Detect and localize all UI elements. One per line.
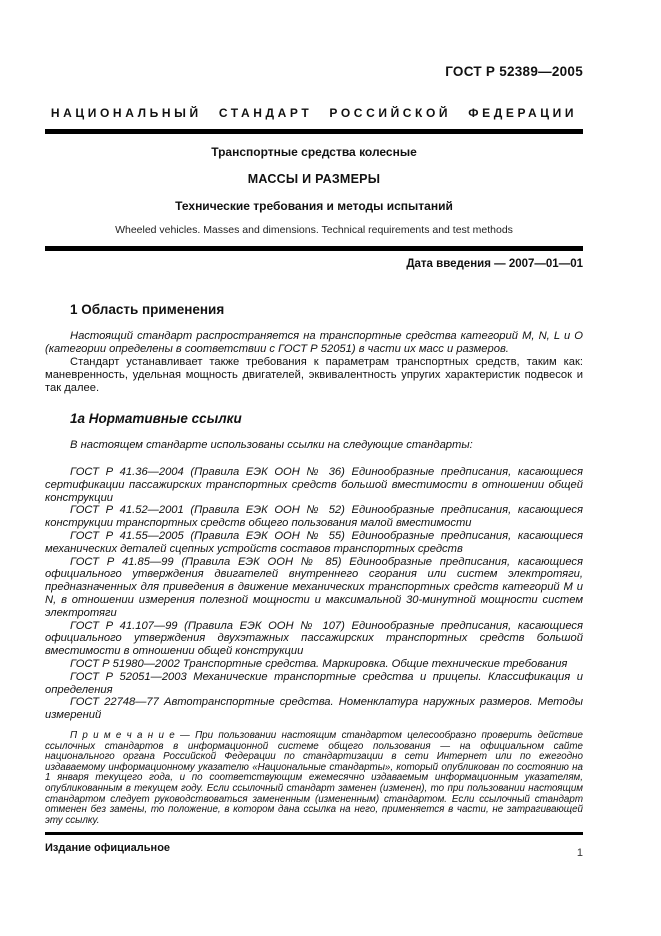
scope-paragraph-1: Настоящий стандарт распространяется на транспортные средства категорий M, N, L и O (категории определены в соответствии с ГОСТ Р 52051) в части их масс и размеров. [45, 330, 583, 355]
references-intro: В настоящем стандарте использованы ссылки на следующие стандарты: [70, 439, 473, 451]
doc-title-group: Транспортные средства колесные [211, 145, 417, 159]
references-list [45, 466, 583, 722]
page-number: 1 [576, 847, 583, 859]
national-standard-banner: НАЦИОНАЛЬНЫЙ СТАНДАРТ РОССИЙСКОЙ ФЕДЕРАЦИИ [50, 106, 578, 120]
reference-item: ГОСТ Р 41.85—99 (Правила ЕЭК ООН № 85) Единообразные предписания, касающиеся официального утверждения двигателей внутреннего сгорания или систем электротяги, предназначенных для приведения в движение механических транспортных средств категорий M и N, в отношении измерения полезной мощности и максимальной 30-минутной мощности систем электротяги [45, 555, 583, 619]
reference-item: ГОСТ Р 52051—2003 Механические транспортные средства и прицепы. Классификация и определения [45, 670, 583, 696]
reference-item: ГОСТ Р 41.55—2005 (Правила ЕЭК ООН № 55) Единообразные предписания, касающиеся механических деталей сцепных устройств составов транспортных средств [45, 529, 583, 555]
note-paragraph: П р и м е ч а н и е — При пользовании настоящим стандартом целесообразно проверить действие ссылочных стандартов в информационной системе общего пользования — на официальном сайте национального органа Российской Федерации по стандартизации в сети Интернет или по ежегодно издаваемому информационному указателю «Национальные стандарты», который опубликован по состоянию на 1 января текущего года, и по соответствующим ежемесячно издаваемым информационным указателям, опубликованным в текущем году. Если ссылочный стандарт заменен (изменен), то при пользовании настоящим стандартом следует руководствоваться замененным (измененным) стандартом. Если ссылочный стандарт отменен без замены, то положение, в котором дана ссылка на него, применяется в части, не затрагивающей эту ссылку. [45, 729, 583, 826]
official-edition-label: Издание официальное [45, 842, 171, 855]
reference-item: ГОСТ Р 41.52—2001 (Правила ЕЭК ООН № 52) Единообразные предписания, касающиеся конструкции транспортных средств общего пользования малой вместимости [45, 504, 583, 530]
title-rule [45, 246, 583, 251]
footer-rule [45, 832, 583, 835]
doc-title-english: Wheeled vehicles. Masses and dimensions. Technical requirements and test methods [115, 224, 513, 236]
header-rule [45, 129, 583, 134]
scope-paragraph-2: Стандарт устанавливает также требования к параметрам транспортных средств, таким как: маневренность, удельная мощность двигателей, эквивалентность упругих характеристик подвесок и так далее. [45, 356, 583, 394]
section-heading-references: 1а Нормативные ссылки [70, 411, 242, 426]
reference-item: ГОСТ Р 51980—2002 Транспортные средства. Маркировка. Общие технические требования [70, 657, 568, 670]
doc-title-main: МАССЫ И РАЗМЕРЫ [247, 172, 381, 186]
reference-item: ГОСТ Р 41.36—2004 (Правила ЕЭК ООН № 36) Единообразные предписания, касающиеся сертификации пассажирских транспортных средств большой вместимости в отношении общей конструкции [45, 466, 583, 504]
doc-code: ГОСТ Р 52389—2005 [445, 64, 583, 79]
reference-item: ГОСТ 22748—77 Автотранспортные средства. Номенклатура наружных размеров. Методы измерений [45, 696, 583, 722]
section-heading-scope: 1 Область применения [70, 302, 225, 317]
introduction-date: Дата введения — 2007—01—01 [406, 258, 583, 270]
doc-subtitle: Технические требования и методы испытаний [175, 199, 453, 213]
reference-item: ГОСТ Р 41.107—99 (Правила ЕЭК ООН № 107) Единообразные предписания, касающиеся официального утверждения двухэтажных пассажирских транспортных средств большой вместимости в отношении общей конструкции [45, 619, 583, 658]
